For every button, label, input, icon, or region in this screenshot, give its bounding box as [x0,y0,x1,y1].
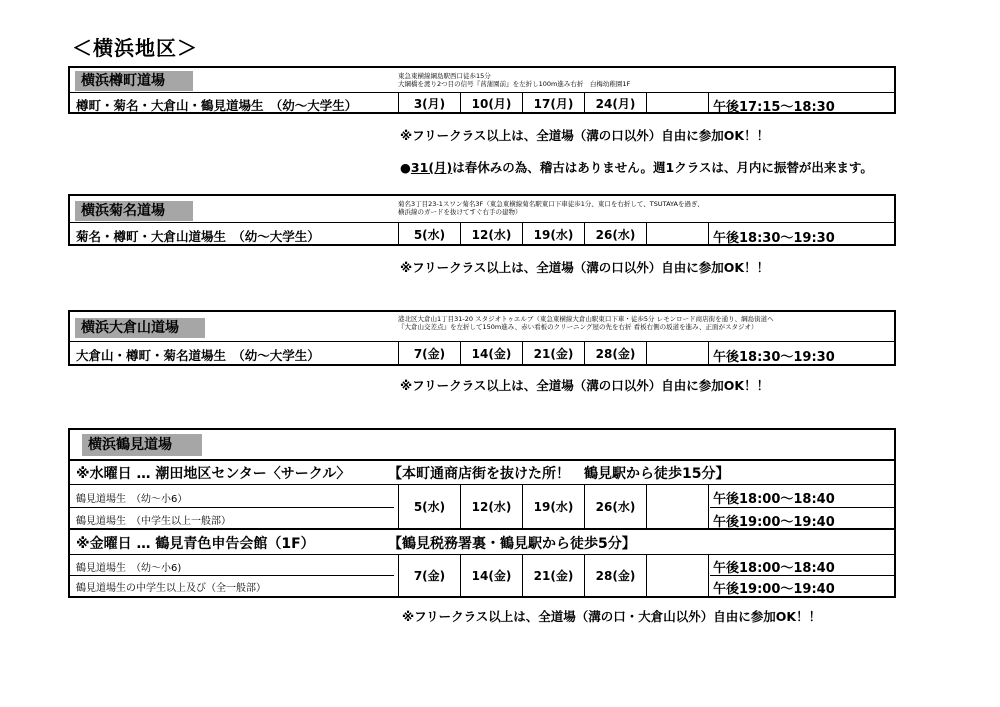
tsurumi-wed-date-5 [646,484,708,528]
taru-note2-text: は春休みの為、稽古はありません。週1クラスは、月内に振替が出来ます。 [452,160,873,175]
tsurumi-wed-time-1: 午後18:00～18:40 [713,492,835,507]
okura-divider [708,341,710,366]
tsurumi-wed-label-1: 鶴見道場生 （幼～小6） [76,494,188,505]
tsurumi-fri-date-1: 7(金) [398,554,460,596]
okura-date-1: 7(金) [398,341,460,366]
kikuna-dojo-name: 横浜菊名道場 [75,201,193,221]
taru-note2-bullet: ● [400,160,411,175]
okura-date-2: 14(金) [460,341,522,366]
tsurumi-wed-date-2: 12(水) [460,484,522,528]
tsurumi-fri-header: ※金曜日 … 鶴見青色申告会館（1F） [76,536,315,552]
kikuna-note: ※フリークラス以上は、全道場（溝の口以外）自由に参加OK！！ [400,260,770,275]
taru-note2-date: 31(月) [410,160,453,175]
tsurumi-wed-label-2: 鶴見道場生 （中学生以上一般部） [76,516,231,527]
kikuna-time: 午後18:30～19:30 [713,231,835,246]
taru-date-3: 17(月) [522,92,584,114]
tsurumi-dojo-block [68,428,896,598]
tsurumi-fri-label-1: 鶴見道場生 （幼～小6) [76,563,182,574]
kikuna-divider [708,222,710,246]
taru-date-5 [646,92,708,114]
taru-dojo-name: 横浜樽町道場 [75,71,193,91]
tsurumi-fri-access: 【鶴見税務署裏・鶴見駅から徒歩5分】 [388,536,636,552]
tsurumi-wed-divider [708,484,710,528]
kikuna-date-2: 12(水) [460,222,522,246]
tsurumi-wed-access: 【本町通商店街を抜けた所！ 鶴見駅から徒歩15分】 [388,466,730,482]
tsurumi-wed-header: ※水曜日 … 潮田地区センター〈サークル〉 [76,466,351,482]
okura-time: 午後18:30～19:30 [713,350,835,365]
okura-date-3: 21(金) [522,341,584,366]
taru-note: ※フリークラス以上は、全道場（溝の口以外）自由に参加OK！！ [400,128,770,143]
kikuna-address: 菊名3丁目23-1スワン菊名3F（東急東横線菊名駅東口下車徒歩1分、東口を右折して、TSUTAYAを過ぎ、 横浜線のガードを抜けてすぐ右手の建物） [398,200,704,216]
tsurumi-wed-date-4: 26(水) [584,484,646,528]
taru-note2 [400,158,873,176]
kikuna-date-3: 19(水) [522,222,584,246]
kikuna-class-label: 菊名・樽町・大倉山道場生 （幼～大学生） [76,229,320,244]
tsurumi-fri-date-3: 21(金) [522,554,584,596]
kikuna-date-4: 26(水) [584,222,646,246]
taru-time: 午後17:15～18:30 [713,100,835,115]
tsurumi-wed-date-3: 19(水) [522,484,584,528]
okura-class-label: 大倉山・樽町・菊名道場生 （幼～大学生） [76,348,320,363]
tsurumi-fri-time-1: 午後18:00～18:40 [713,561,835,576]
okura-date-4: 28(金) [584,341,646,366]
tsurumi-note: ※フリークラス以上は、全道場（溝の口・大倉山以外）自由に参加OK！！ [402,609,822,624]
tsurumi-fri-date-2: 14(金) [460,554,522,596]
taru-date-1: 3(月) [398,92,460,114]
tsurumi-wed-time-2: 午後19:00～19:40 [713,515,835,530]
tsurumi-fri-date-4: 28(金) [584,554,646,596]
tsurumi-wed-date-1: 5(水) [398,484,460,528]
okura-address: 港北区大倉山1丁目31-20 スタジオトゥエルブ（東急東横線大倉山駅東口下車・徒歩5分 レモンロード商店街を通り、綱島街道へ 『大倉山交差点』を左折して150m進み、赤い看板のクリーニング屋の先を右折 看板右側の坂道を進み、正面がスタジオ） [398,315,774,331]
tsurumi-fri-label-2: 鶴見道場生の中学生以上及び（全一般部） [76,583,266,594]
kikuna-dojo-block [68,194,896,246]
taru-divider [708,92,710,114]
page-title: ＜横浜地区＞ [72,36,198,60]
kikuna-date-1: 5(水) [398,222,460,246]
okura-note: ※フリークラス以上は、全道場（溝の口以外）自由に参加OK！！ [400,378,770,393]
tsurumi-fri-date-5 [646,554,708,596]
tsurumi-fri-time-2: 午後19:00～19:40 [713,582,835,597]
okura-dojo-name: 横浜大倉山道場 [75,318,205,338]
taru-date-2: 10(月) [460,92,522,114]
taru-dojo-block [68,66,896,114]
okura-date-5 [646,341,708,366]
tsurumi-dojo-name: 横浜鶴見道場 [82,434,202,456]
taru-class-label: 樽町・菊名・大倉山・鶴見道場生 （幼～大学生） [76,98,358,113]
taru-address: 東急東横線綱島駅西口徒歩15分 大綱橋を渡り2つ目の信号『菖蒲園前』を左折し100m進み右折 白梅幼稚園1F [398,72,631,88]
kikuna-date-5 [646,222,708,246]
okura-dojo-block [68,310,896,366]
taru-date-4: 24(月) [584,92,646,114]
